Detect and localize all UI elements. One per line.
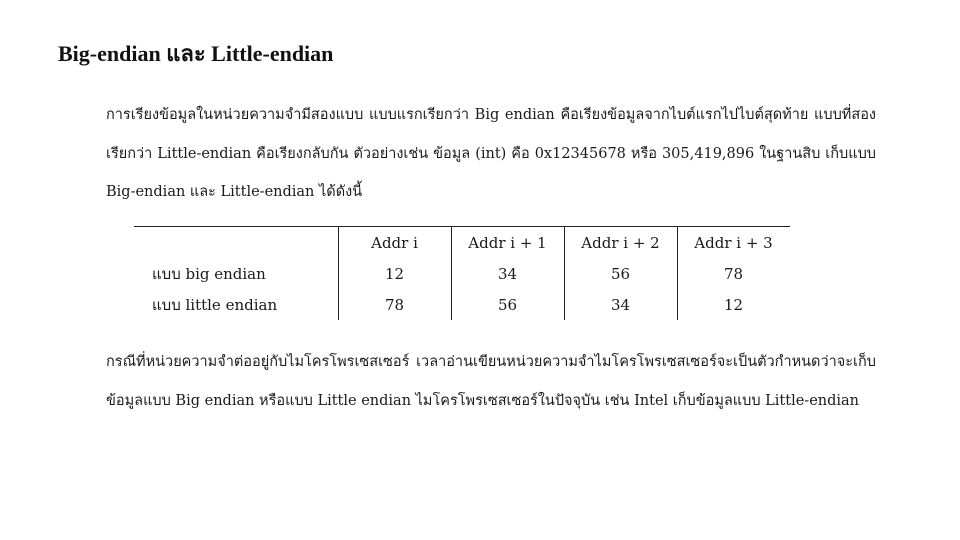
table-cell: 12 (677, 289, 790, 320)
microprocessor-paragraph: กรณีที่หน่วยความจำต่ออยู่กับไมโครโพรเซสเซอร์ เวลาอ่านเขียนหน่วยความจำไมโครโพรเซสเซอร์จะเป็นตัวกำหนดว่าจะเก็บข้อมูลแบบ Big endian หรือแบบ Little endian ไมโครโพรเซสเซอร์ในปัจจุบัน เช่น Intel เก็บข้อมูลแบบ Little-endian (106, 354, 876, 409)
table-header-addr-i-plus-1: Addr i + 1 (451, 227, 564, 259)
table-header-addr-i-plus-2: Addr i + 2 (564, 227, 677, 259)
table-cell: 56 (564, 258, 677, 289)
table-row (134, 289, 790, 320)
table-cell: 78 (338, 289, 451, 320)
table-cell: 34 (564, 289, 677, 320)
table-cell: 78 (677, 258, 790, 289)
table-header-addr-i: Addr i (338, 227, 451, 259)
row-label-big-endian: แบบ big endian (152, 264, 266, 283)
table-cell: 12 (338, 258, 451, 289)
intro-paragraph: การเรียงข้อมูลในหน่วยความจำมีสองแบบ แบบแรกเรียกว่า Big endian คือเรียงข้อมูลจากไบต์แรกไปไบต์สุดท้าย แบบที่สองเรียกว่า Little-endian คือเรียงกลับกัน ตัวอย่างเช่น ข้อมูล (int) คือ 0x12345678 หรือ 305,419,896 ในฐานสิบ เก็บแบบ Big-endian และ Little-endian ได้ดังนี้ (106, 107, 876, 200)
table-header-addr-i-plus-3: Addr i + 3 (677, 227, 790, 259)
table-header-row (134, 227, 790, 259)
table-cell: 56 (451, 289, 564, 320)
table-cell: 34 (451, 258, 564, 289)
table-header-corner (134, 227, 338, 259)
row-label-little-endian: แบบ little endian (152, 295, 278, 314)
endian-byte-order-table (134, 226, 790, 320)
page-title: Big-endian และ Little-endian (58, 41, 334, 66)
table-row (134, 258, 790, 289)
